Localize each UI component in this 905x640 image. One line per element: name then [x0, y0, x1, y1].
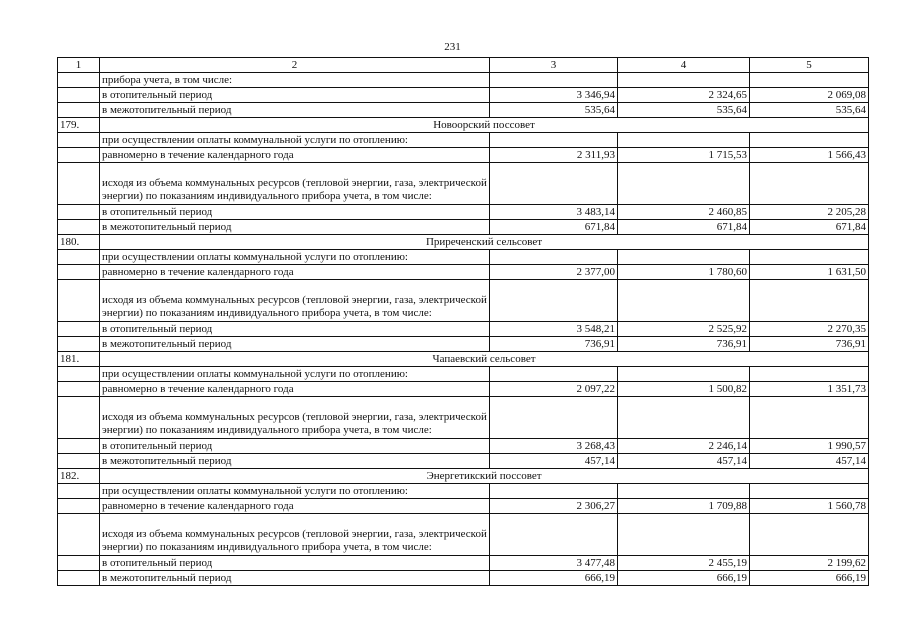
tariff-value: 666,19 — [618, 571, 750, 586]
tariff-value: 3 477,48 — [490, 556, 618, 571]
row-label: в отопительный период — [100, 439, 490, 454]
row-label: равномерно в течение календарного года — [100, 499, 490, 514]
tariff-value: 2 097,22 — [490, 382, 618, 397]
row-label: в межотопительный период — [100, 103, 490, 118]
tariff-value: 2 306,27 — [490, 499, 618, 514]
section-name: Новоорский поссовет — [100, 118, 869, 133]
table-row — [58, 499, 869, 514]
table-row — [58, 322, 869, 337]
row-label: в отопительный период — [100, 88, 490, 103]
row-label: исходя из объема коммунальных ресурсов (тепловой энергии, газа, электрической энергии) по показаниям индивидуального прибора учета, в том числе: — [100, 397, 490, 439]
tariff-value: 3 483,14 — [490, 205, 618, 220]
tariff-value: 1 631,50 — [750, 265, 869, 280]
table-row — [58, 439, 869, 454]
tariff-value: 1 715,53 — [618, 148, 750, 163]
column-header: 3 — [490, 58, 618, 73]
table-row — [58, 133, 869, 148]
tariff-value: 666,19 — [490, 571, 618, 586]
row-label: в межотопительный период — [100, 571, 490, 586]
tariff-value: 2 205,28 — [750, 205, 869, 220]
column-header: 2 — [100, 58, 490, 73]
table-row — [58, 250, 869, 265]
column-header: 5 — [750, 58, 869, 73]
tariff-value: 457,14 — [490, 454, 618, 469]
row-label: в отопительный период — [100, 205, 490, 220]
table-row — [58, 556, 869, 571]
table-row — [58, 514, 869, 556]
tariff-value: 2 525,92 — [618, 322, 750, 337]
table-row — [58, 148, 869, 163]
tariff-value: 2 311,93 — [490, 148, 618, 163]
section-header-row — [58, 352, 869, 367]
row-label: в межотопительный период — [100, 337, 490, 352]
row-label: исходя из объема коммунальных ресурсов (тепловой энергии, газа, электрической энергии) по показаниям индивидуального прибора учета, в том числе: — [100, 280, 490, 322]
tariff-value: 2 246,14 — [618, 439, 750, 454]
table-row — [58, 337, 869, 352]
tariff-value: 1 351,73 — [750, 382, 869, 397]
tariff-value: 535,64 — [490, 103, 618, 118]
tariff-table — [57, 57, 869, 586]
row-label: в межотопительный период — [100, 220, 490, 235]
page-number: 231 — [444, 41, 461, 53]
table-row — [58, 265, 869, 280]
tariff-value: 3 268,43 — [490, 439, 618, 454]
row-label: прибора учета, в том числе: — [100, 73, 490, 88]
tariff-value: 736,91 — [618, 337, 750, 352]
row-label: при осуществлении оплаты коммунальной услуги по отоплению: — [100, 133, 490, 148]
tariff-value: 736,91 — [490, 337, 618, 352]
tariff-value: 666,19 — [750, 571, 869, 586]
section-name: Приреченский сельсовет — [100, 235, 869, 250]
tariff-value: 457,14 — [750, 454, 869, 469]
tariff-value: 1 990,57 — [750, 439, 869, 454]
row-label: равномерно в течение календарного года — [100, 148, 490, 163]
tariff-value: 1 560,78 — [750, 499, 869, 514]
row-label: при осуществлении оплаты коммунальной услуги по отоплению: — [100, 250, 490, 265]
column-header: 4 — [618, 58, 750, 73]
section-number: 179. — [58, 118, 100, 133]
tariff-value: 671,84 — [490, 220, 618, 235]
tariff-value: 3 346,94 — [490, 88, 618, 103]
row-label: при осуществлении оплаты коммунальной услуги по отоплению: — [100, 484, 490, 499]
tariff-value: 2 270,35 — [750, 322, 869, 337]
tariff-value: 2 324,65 — [618, 88, 750, 103]
tariff-value: 1 780,60 — [618, 265, 750, 280]
column-header: 1 — [58, 58, 100, 73]
tariff-value: 2 069,08 — [750, 88, 869, 103]
section-header-row — [58, 235, 869, 250]
table-header-row — [58, 58, 869, 73]
section-number: 181. — [58, 352, 100, 367]
tariff-value: 1 709,88 — [618, 499, 750, 514]
tariff-value: 1 566,43 — [750, 148, 869, 163]
section-name: Энергетикский поссовет — [100, 469, 869, 484]
row-label: при осуществлении оплаты коммунальной услуги по отоплению: — [100, 367, 490, 382]
table-row — [58, 367, 869, 382]
section-header-row — [58, 469, 869, 484]
tariff-value: 2 455,19 — [618, 556, 750, 571]
table-row — [58, 280, 869, 322]
table-row — [58, 397, 869, 439]
row-label: равномерно в течение календарного года — [100, 265, 490, 280]
tariff-value: 1 500,82 — [618, 382, 750, 397]
tariff-value: 671,84 — [750, 220, 869, 235]
tariff-value: 736,91 — [750, 337, 869, 352]
table-row — [58, 73, 869, 88]
row-label: равномерно в течение календарного года — [100, 382, 490, 397]
tariff-value: 2 199,62 — [750, 556, 869, 571]
section-header-row — [58, 118, 869, 133]
tariff-value: 2 377,00 — [490, 265, 618, 280]
table-row — [58, 571, 869, 586]
row-label: исходя из объема коммунальных ресурсов (тепловой энергии, газа, электрической энергии) по показаниям индивидуального прибора учета, в том числе: — [100, 163, 490, 205]
table-row — [58, 103, 869, 118]
section-number: 182. — [58, 469, 100, 484]
row-label: в межотопительный период — [100, 454, 490, 469]
tariff-value: 535,64 — [750, 103, 869, 118]
tariff-value: 535,64 — [618, 103, 750, 118]
section-number: 180. — [58, 235, 100, 250]
tariff-value: 3 548,21 — [490, 322, 618, 337]
table-row — [58, 382, 869, 397]
table-row — [58, 454, 869, 469]
tariff-value: 671,84 — [618, 220, 750, 235]
table-row — [58, 220, 869, 235]
tariff-value: 457,14 — [618, 454, 750, 469]
section-name: Чапаевский сельсовет — [100, 352, 869, 367]
row-label: исходя из объема коммунальных ресурсов (тепловой энергии, газа, электрической энергии) по показаниям индивидуального прибора учета, в том числе: — [100, 514, 490, 556]
tariff-value: 2 460,85 — [618, 205, 750, 220]
row-label: в отопительный период — [100, 322, 490, 337]
row-label: в отопительный период — [100, 556, 490, 571]
table-row — [58, 484, 869, 499]
table-row — [58, 205, 869, 220]
table-row — [58, 163, 869, 205]
table-row — [58, 88, 869, 103]
